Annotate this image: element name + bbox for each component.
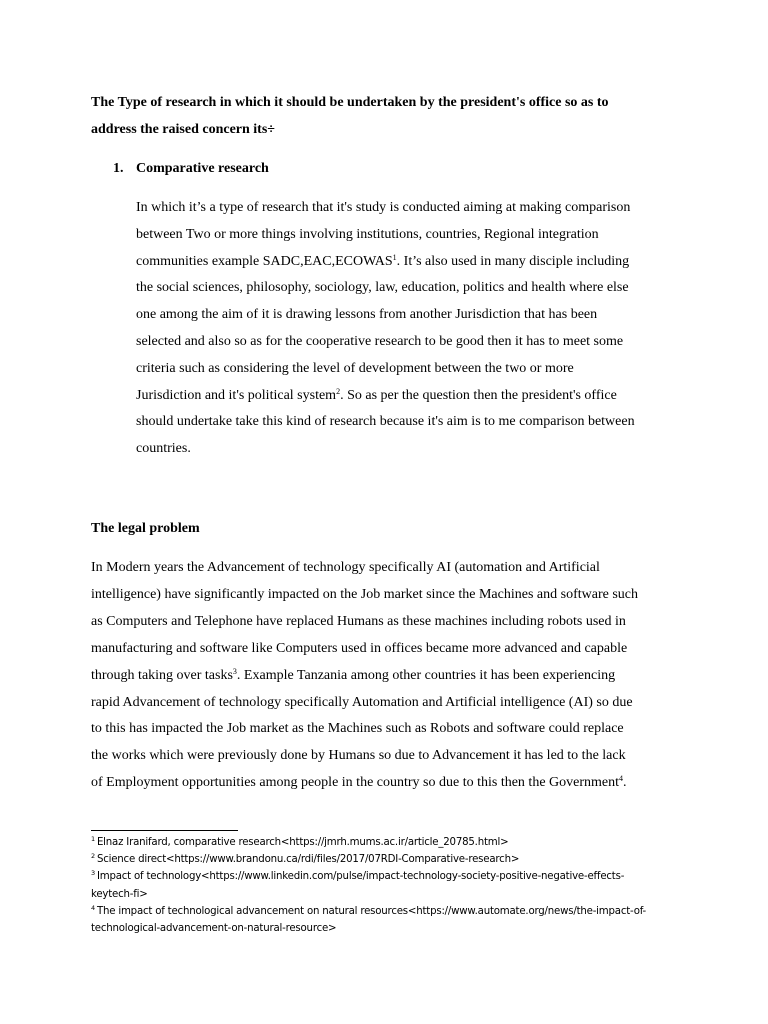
paragraph-text: communities example SADC,EAC,ECOWAS [136,253,393,269]
comparative-research-paragraph [136,195,684,463]
paragraph-line: the works which were previously done by Humans so due to Advancement it has led to the lack [91,748,626,764]
footnote-number: 3 [91,869,95,878]
paragraph-line [91,663,681,690]
footnote-ref-3[interactable]: 3 [232,666,237,676]
heading-line-1: The Type of research in which it should be undertaken by the president's office so as to [91,95,609,110]
paragraph-line: between Two or more things involving institutions, countries, Regional integration [136,226,599,242]
footnote-number: 2 [91,852,95,861]
paragraph-text: . [623,775,627,791]
paragraph-line: the social sciences, philosophy, sociology, law, education, politics and health where else [136,280,629,296]
paragraph-text: of Employment opportunities among people in the country so due to this then the Government [91,775,620,791]
paragraph-line: to this has impacted the Job market as the Machines such as Robots and software could replace [91,721,624,737]
paragraph-line: rapid Advancement of technology specifically Automation and Artificial intelligence (AI) so due [91,694,633,710]
paragraph-line: should undertake take this kind of research because it's aim is to me comparison between [136,414,635,430]
paragraph-line: one among the aim of it is drawing lessons from another Jurisdiction that has been [136,307,598,323]
footnote-text[interactable]: Elnaz Iranifard, comparative research<https://jmrh.mums.ac.ir/article_20785.html> [96,837,509,848]
paragraph-text: . Example Tanzania among other countries it has been experiencing [236,667,616,683]
footnote-number: 4 [91,903,95,912]
heading-line-2: address the raised concern its÷ [91,121,275,137]
footnote-2 [91,851,691,868]
footnote-3 [91,868,691,885]
footnote-number: 1 [91,835,95,843]
paragraph-line: selected and also so as for the cooperative research to be good then it has to meet some [136,333,624,349]
footnote-4-continued[interactable]: technological-advancement-on-natural-resource> [91,923,337,935]
footnote-ref-1[interactable]: 1 [392,252,397,262]
paragraph-text: Jurisdiction and it's political system [136,387,337,403]
paragraph-line [136,383,684,410]
paragraph-line: intelligence) have significantly impacted on the Job market since the Machines and software such [91,586,638,602]
legal-problem-paragraph [91,555,681,797]
paragraph-line: countries. [136,441,191,457]
paragraph-line: In Modern years the Advancement of technology specifically AI (automation and Artificial [91,560,600,575]
paragraph-line [136,249,684,276]
footnotes [91,834,691,937]
paragraph-line: manufacturing and software like Computers used in offices became more advanced and capable [91,640,628,656]
footnote-3-continued[interactable]: keytech-fi> [91,888,148,900]
list-number: 1. [113,161,124,176]
page-heading [91,90,681,143]
footnote-ref-4[interactable]: 4 [619,774,624,784]
list-item-title: Comparative research [136,161,269,176]
footnote-separator [91,830,238,831]
footnote-4 [91,903,691,920]
footnote-ref-2[interactable]: 2 [336,386,341,396]
section-heading-legal-problem: The legal problem [91,521,200,536]
paragraph-text: . So as per the question then the president's office [340,387,617,403]
footnote-text[interactable]: Science direct<https://www.brandonu.ca/rdi/files/2017/07RDI-Comparative-research> [96,854,520,866]
paragraph-line: as Computers and Telephone have replaced Humans as these machines including robots used in [91,613,626,629]
footnote-1 [91,834,691,851]
paragraph-line: criteria such as considering the level of development between the two or more [136,360,574,376]
paragraph-line: In which it’s a type of research that it's study is conducted aiming at making comparison [136,200,631,215]
paragraph-text: . It’s also used in many disciple including [396,253,630,269]
paragraph-line [91,770,681,797]
footnote-text[interactable]: Impact of technology<https://www.linkedin.com/pulse/impact-technology-society-positive-negative-effects- [96,871,625,883]
paragraph-text: through taking over tasks [91,667,233,683]
footnote-text[interactable]: The impact of technological advancement on natural resources<https://www.automate.org/news/the-impact-of- [96,905,647,917]
